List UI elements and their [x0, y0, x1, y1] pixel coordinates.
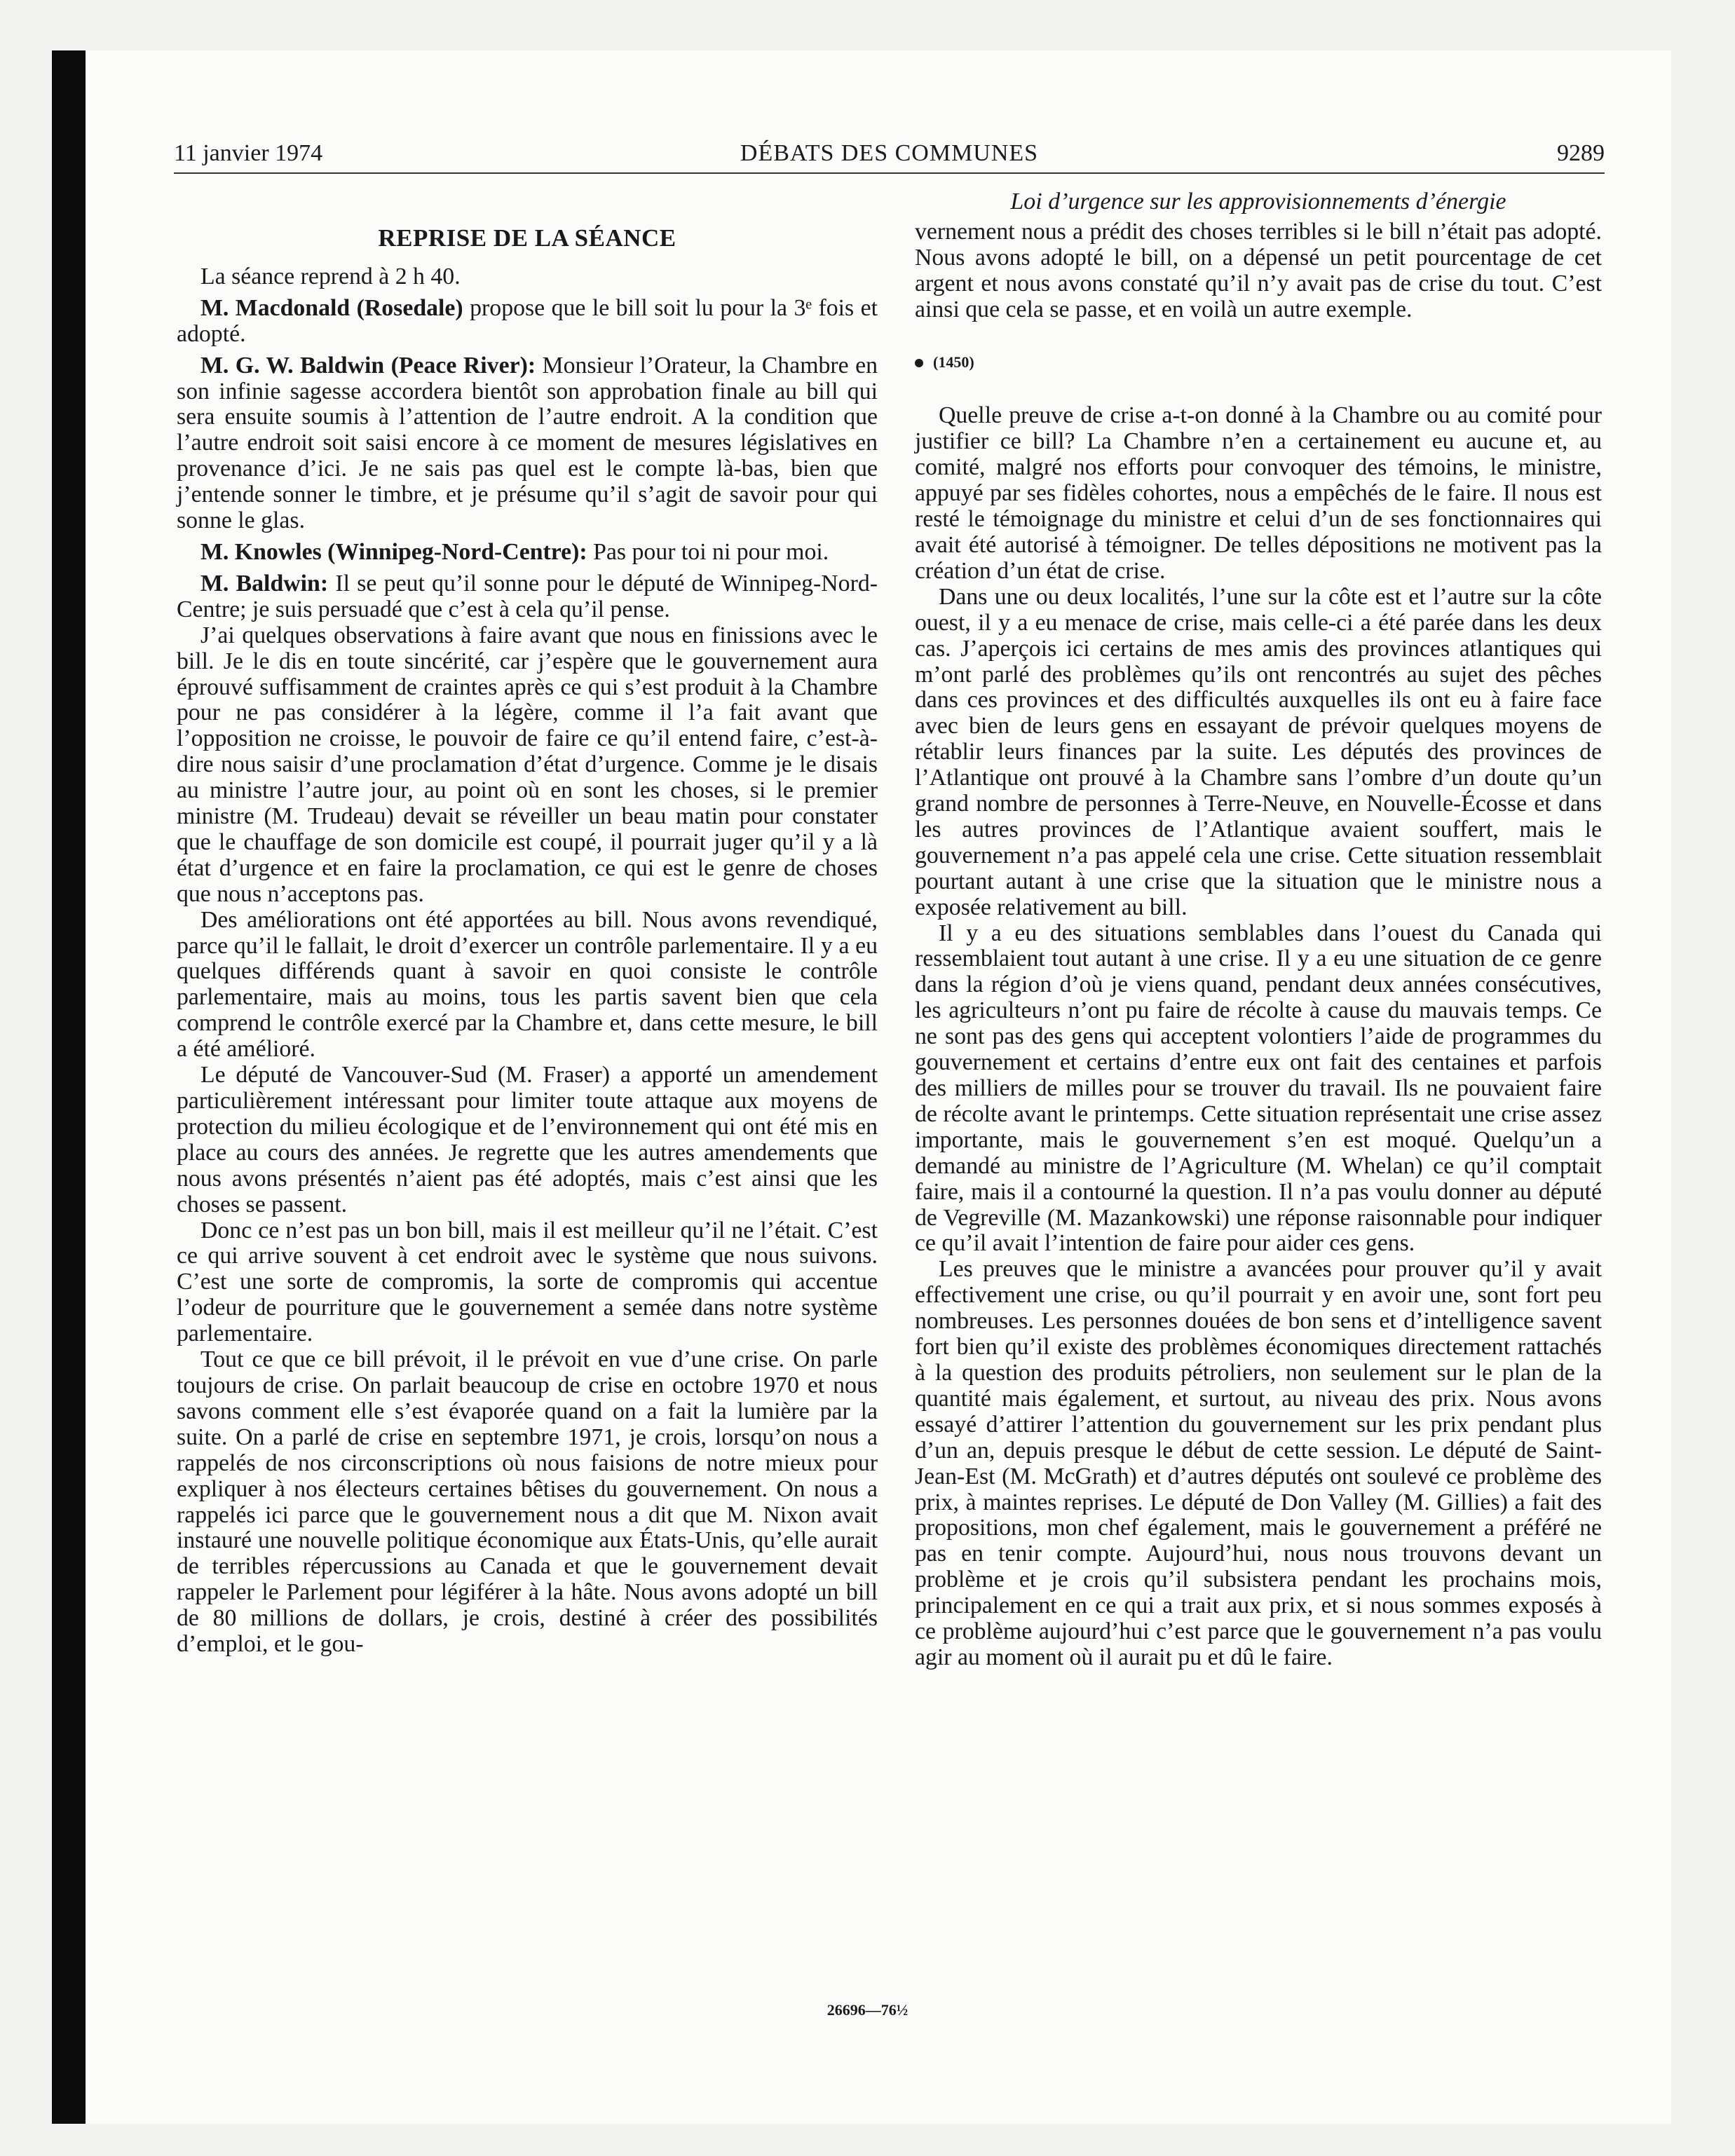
paragraph: Donc ce n’est pas un bon bill, mais il est meilleur qu’il ne l’était. C’est ce qui arrive souvent à cet endroit avec le système que nous suivons. C’est une sorte de compromis, la sorte de compromis qui accentue l’odeur de pourriture que le gouvernement a semée dans notre système parlementaire. — [177, 1217, 878, 1347]
paragraph: vernement nous a prédit des choses terribles si le bill n’était pas adopté. Nous avons adopté le bill, on a dépensé un petit pourcentage de cet argent et nous avons constaté qu’il n’y avait pas de crise du tout. C’est ainsi que cela se passe, et en voilà un autre exemple. — [915, 218, 1602, 322]
paragraph: Des améliorations ont été apportées au bill. Nous avons revendiqué, parce qu’il le fallait, le droit d’exercer un contrôle parlementaire. Il y a eu quelques différends quant à savoir en quoi consiste le contrôle parlementaire, mais au moins, tous les partis savent bien que cela comprend le contrôle exercé par la Chambre et, dans cette mesure, le bill a été amélioré. — [177, 906, 878, 1063]
paragraph-speaker — [177, 353, 878, 534]
paragraph: Quelle preuve de crise a-t-on donné à la Chambre ou au comité pour justifier ce bill? La Chambre n’en a certainement eu aucune et, au comité, malgré nos efforts pour convoquer des témoins, le ministre, appuyé par ses fidèles cohortes, nous a empêchés de le faire. Il nous est resté le témoignage du ministre et celui d’un de ses fonctionnaires qui avait été autorisé à témoigner. De telles dépositions ne motivent pas la création d’un état de crise. — [915, 402, 1602, 584]
paragraph: La séance reprend à 2 h 40. — [200, 263, 461, 289]
speech-text: Il se peut qu’il sonne pour le député de Winnipeg-Nord-Centre; je suis persuadé que c’est à cela qu’il pense. — [177, 570, 878, 622]
speech-text: Pas pour toi ni pour moi. — [587, 538, 829, 565]
scan-edge-bar — [52, 50, 86, 2124]
speaker-name: M. Baldwin: — [200, 570, 329, 596]
paragraph-speaker — [177, 540, 878, 566]
speaker-name: M. G. W. Baldwin (Peace River): — [200, 352, 536, 378]
running-head: Loi d’urgence sur les approvisionnements d’énergie — [1010, 189, 1506, 214]
footer-code: 26696—76½ — [826, 2001, 909, 2019]
right-column — [915, 189, 1602, 1671]
paragraph: Dans une ou deux localités, l’une sur la côte est et l’autre sur la côte ouest, il y a eu menace de crise, mais celle-ci a été parée dans les deux cas. J’aperçois ici certains de mes amis des provinces atlantiques qui m’ont parlé des problèmes qu’ils ont rencontrés au sujet des pêches dans ces provinces et des difficultés auxquelles ils ont eu à faire face avec bien de leurs gens en essayant de prévoir quelques moyens de rétablir leurs finances par la suite. Les députés des provinces de l’Atlantique ont prouvé à la Chambre sans l’ombre d’un doute qu’un grand nombre de personnes à Terre-Neuve, en Nouvelle-Écosse et dans les autres provinces de l’Atlantique avaient souffert, mais le gouvernement n’a pas appelé cela une crise. Cette situation ressemblait pourtant autant à une crise que la situation que le ministre nous a exposée relativement au bill. — [915, 583, 1602, 920]
header-page-number: 9289 — [1557, 140, 1605, 166]
paragraph: Il y a eu des situations semblables dans l’ouest du Canada qui ressemblaient tout autant à une crise. Il y a eu une situation de ce genre dans la région d’où je viens quand, pendant deux années consécutives, les agriculteurs n’ont pu faire de récolte à cause du mauvais temps. Ce ne sont pas des gens qui acceptent volontiers l’aide de programmes du gouvernement et certains d’entre eux ont fait des centaines et parfois des milliers de milles pour se trouver du travail. Ils ne pouvaient faire de récolte avant le printemps. Cette situation représentait une crise assez importante, mais le gouvernement s’en est moqué. Quelqu’un a demandé au ministre de l’Agriculture (M. Whelan) ce qu’il comptait faire, mais il a contourné la question. Il n’a pas voulu donner au député de Vegreville (M. Mazankowski) une réponse raisonnable pour indiquer ce qu’il avait l’intention de faire pour aider ces gens. — [915, 920, 1602, 1257]
speech-text: Monsieur l’Orateur, la Chambre en son infinie sagesse accordera bientôt son approbation finale au bill qui sera ensuite soumis à l’attention de l’autre endroit. A la condition que l’autre endroit soit saisi encore à ce moment de mesures législatives en provenance d’ici. Je ne sais pas quel est le compte là-bas, bien que j’entende sonner le timbre, et je présume qu’il s’agit de savoir pour qui sonne le glas. — [177, 352, 878, 534]
speech-text: propose que le bill soit lu pour la 3ᵉ fois et adopté. — [177, 294, 878, 347]
left-column — [177, 189, 878, 1658]
paragraph-speaker — [177, 296, 878, 348]
page-header — [174, 133, 1605, 174]
paragraph-speaker — [177, 571, 878, 623]
paragraph: Tout ce que ce bill prévoit, il le prévoit en vue d’une crise. On parle toujours de crise. On parlait beaucoup de crise en octobre 1970 et nous savons comment elle s’est évaporée quand on a fait la lumière par la suite. On a parlé de crise en septembre 1971, je crois, lorsqu’on nous a rappelés de nos circonscriptions où nous faisions de notre mieux pour expliquer à nos électeurs certaines bêtises du gouvernement. On nous a rappelés ici parce que le gouvernement nous a dit que M. Nixon avait instauré une nouvelle politique économique aux États-Unis, qu’elle aurait de terribles répercussions au Canada et que le gouvernement devait rappeler le Parlement pour légiférer à la hâte. Nous avons adopté un bill de 80 millions de dollars, je crois, destiné à créer des possibilités d’emploi, et le gou- — [177, 1346, 878, 1658]
header-date: 11 janvier 1974 — [174, 140, 323, 166]
speaker-name: M. Macdonald (Rosedale) — [200, 294, 463, 321]
paragraph: Les preuves que le ministre a avancées pour prouver qu’il y avait effectivement une crise, ou qu’il pourrait y en avoir une, sont fort peu nombreuses. Les personnes douées de bon sens et d’intelligence savent fort bien qu’il existe des problèmes économiques directement rattachés à la question des produits pétroliers, non seulement sur le plan de la quantité mais également, et surtout, au niveau des prix. Nous avons essayé d’attirer l’attention du gouvernement sur les prix pendant plus d’un an, depuis presque le début de cette session. Le député de Saint-Jean-Est (M. McGrath) et d’autres députés ont soulevé ce problème des prix, à maintes reprises. Le député de Don Valley (M. Gillies) a fait des propositions, mon chef également, mais le gouvernement a préféré ne pas en tenir compte. Aujourd’hui, nous nous trouvons devant un problème et je crois qu’il subsistera pendant les prochains mois, principalement en ce qui a trait aux prix, et si nous sommes exposés à ce problème aujourd’hui c’est parce que le gouvernement n’a pas voulu agir au moment où il aurait pu et dû le faire. — [915, 1256, 1602, 1670]
section-heading: REPRISE DE LA SÉANCE — [378, 224, 676, 252]
bullet-icon — [915, 359, 923, 367]
paragraph: J’ai quelques observations à faire avant que nous en finissions avec le bill. Je le dis en toute sincérité, car j’espère que le gouvernement aura éprouvé suffisamment de craintes après ce qui s’est produit à la Chambre pour ne pas considérer à la légère, comme il l’a fait avant que l’opposition ne croisse, le pouvoir de faire ce qu’il entend faire, c’est-à-dire nous saisir d’une proclamation d’état d’urgence. Comme je le disais au ministre l’autre jour, au point où en sont les choses, si le premier ministre (M. Trudeau) devait se réveiller un beau matin pour constater que le chauffage de son domicile est coupé, il pourrait juger qu’il y a là état d’urgence et en faire la proclamation, ce qui est le genre de choses que nous n’acceptons pas. — [177, 622, 878, 907]
paragraph: Le député de Vancouver-Sud (M. Fraser) a apporté un amendement particulièrement intéressant pour limiter toute attaque aux moyens de protection du milieu écologique et de l’environnement qui ont été mis en place au cours des années. Je regrette que les autres amendements que nous avons présentés n’aient pas été adoptés, mais c’est ainsi que les choses se passent. — [177, 1062, 878, 1217]
header-title: DÉBATS DES COMMUNES — [740, 140, 1039, 166]
time-marker-text: (1450) — [933, 353, 974, 371]
time-marker — [915, 350, 1602, 376]
speaker-name: M. Knowles (Winnipeg-Nord-Centre): — [200, 538, 587, 565]
